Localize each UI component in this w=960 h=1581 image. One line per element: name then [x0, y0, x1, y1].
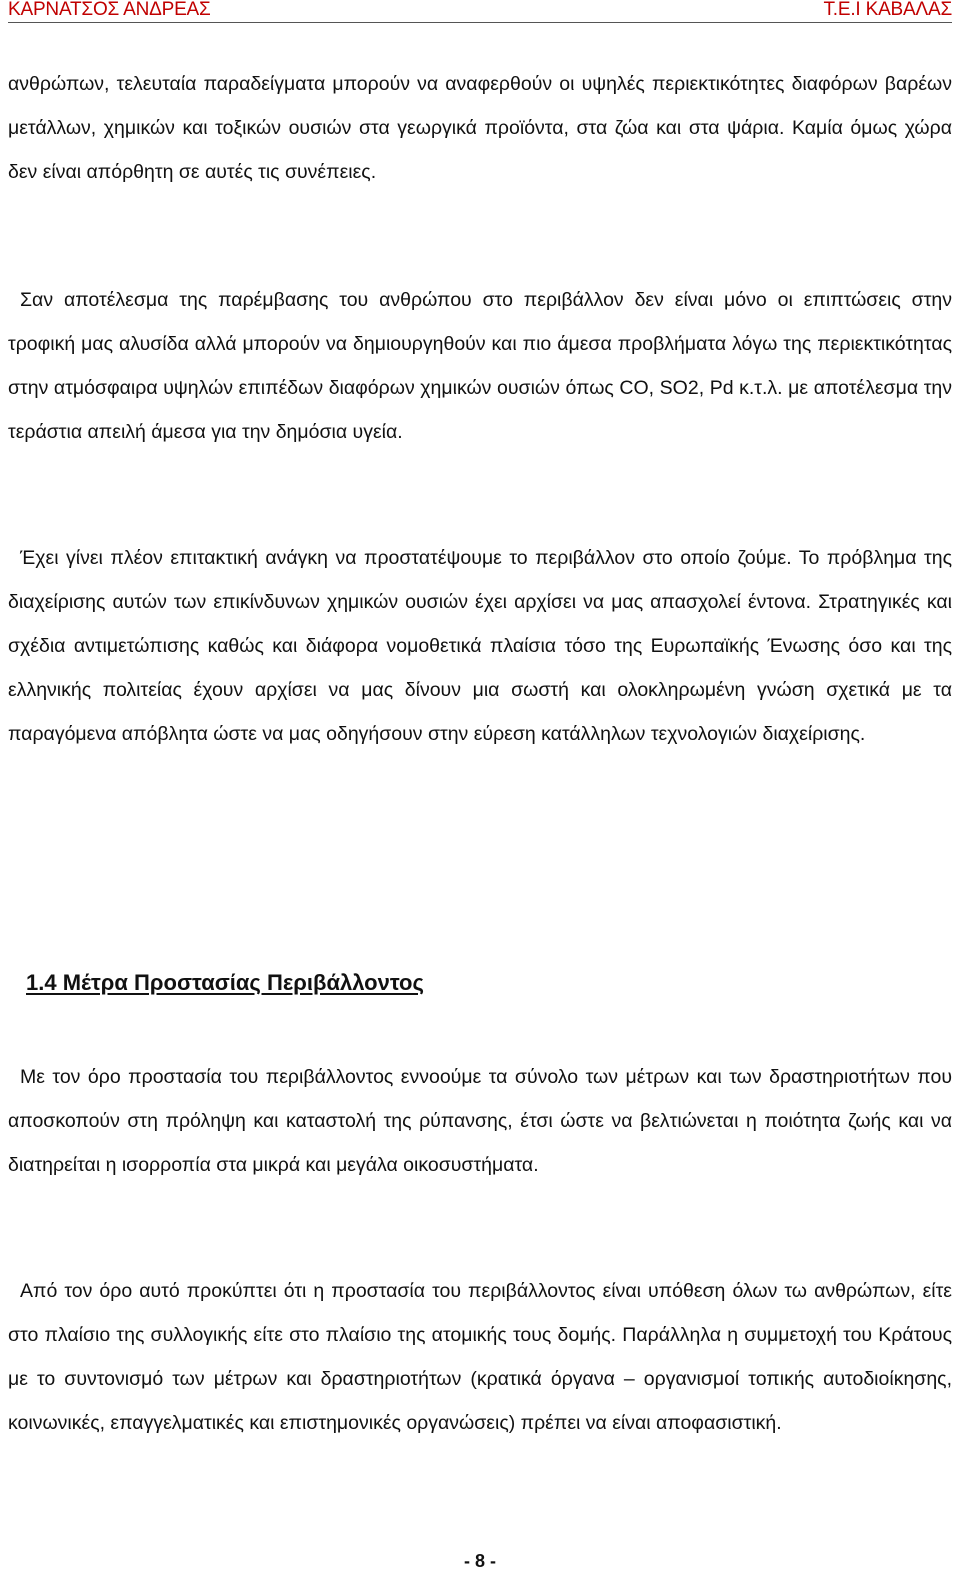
section-paragraph-2: Από τον όρο αυτό προκύπτει ότι η προστασία του περιβάλλοντος είναι υπόθεση όλων τω ανθρώπων, είτε στο πλαίσιο της συλλογικής είτε στο πλαίσιο της ατομικής τους δομής. Παράλληλα η συμμετοχή του Κράτους με το συντονισμό των μέτρων και δραστηριοτήτων (κρατικά όργανα – οργανισμοί τοπικής αυτοδιοίκησης, κοινωνικές, επαγγελματικές και επιστημονικές οργανώσεις) πρέπει να είναι αποφασιστική.: [8, 1280, 952, 1434]
page-number: - 8 -: [463, 1551, 496, 1571]
body-paragraph-3: Έχει γίνει πλέον επιτακτική ανάγκη να προστατέψουμε το περιβάλλον στο οποίο ζούμε. Το πρόβλημα της διαχείρισης αυτών των επικίνδυνων χημικών ουσιών έχει αρχίσει να μας απασχολεί έντονα. Στρατηγικές και σχέδια αντιμετώπισης καθώς και διάφορα νομοθετικά πλαίσια τόσο της Ευρωπαϊκής Ένωσης όσο και της ελληνικής πολιτείας έχουν αρχίσει να μας δίνουν μια σωστή και ολοκληρωμένη γνώση σχετικά με τα παραγόμενα απόβλητα ώστε να μας οδηγήσουν στην εύρεση κατάλληλων τεχνολογιών διαχείρισης.: [8, 547, 952, 745]
body-paragraph-2: Σαν αποτέλεσμα της παρέμβασης του ανθρώπου στο περιβάλλον δεν είναι μόνο οι επιπτώσεις στην τροφική μας αλυσίδα αλλά μπορούν να δημιουργηθούν και πιο άμεσα προβλήματα λόγω της περιεκτικότητας στην ατμόσφαιρα υψηλών επιπέδων διαφόρων χημικών ουσιών όπως CO, SO2, Pd κ.τ.λ. με αποτέλεσμα την τεράστια απειλή άμεσα για την δημόσια υγεία.: [8, 289, 952, 443]
header-institution: Τ.Ε.Ι ΚΑΒΑΛΑΣ: [823, 0, 952, 20]
body-paragraph-1: ανθρώπων, τελευταία παραδείγματα μπορούν να αναφερθούν οι υψηλές περιεκτικότητες διαφόρων βαρέων μετάλλων, χημικών και τοξικών ουσιών στα γεωργικά προϊόντα, στα ζώα και στα ψάρια. Καμία όμως χώρα δεν είναι απόρθητη σε αυτές τις συνέπειες.: [8, 73, 952, 183]
section-heading: 1.4 Μέτρα Προστασίας Περιβάλλοντος: [26, 970, 424, 995]
section-paragraph-1: Με τον όρο προστασία του περιβάλλοντος εννοούμε τα σύνολο των μέτρων και των δραστηριοτήτων που αποσκοπούν στη πρόληψη και καταστολή της ρύπανσης, έτσι ώστε να βελτιώνεται η ποιότητα ζωής και να διατηρείται η ισορροπία στα μικρά και μεγάλα οικοσυστήματα.: [8, 1066, 952, 1176]
page-header: [8, 0, 952, 23]
header-author: ΚΑΡΝΑΤΣΟΣ ΑΝΔΡΕΑΣ: [8, 0, 211, 20]
